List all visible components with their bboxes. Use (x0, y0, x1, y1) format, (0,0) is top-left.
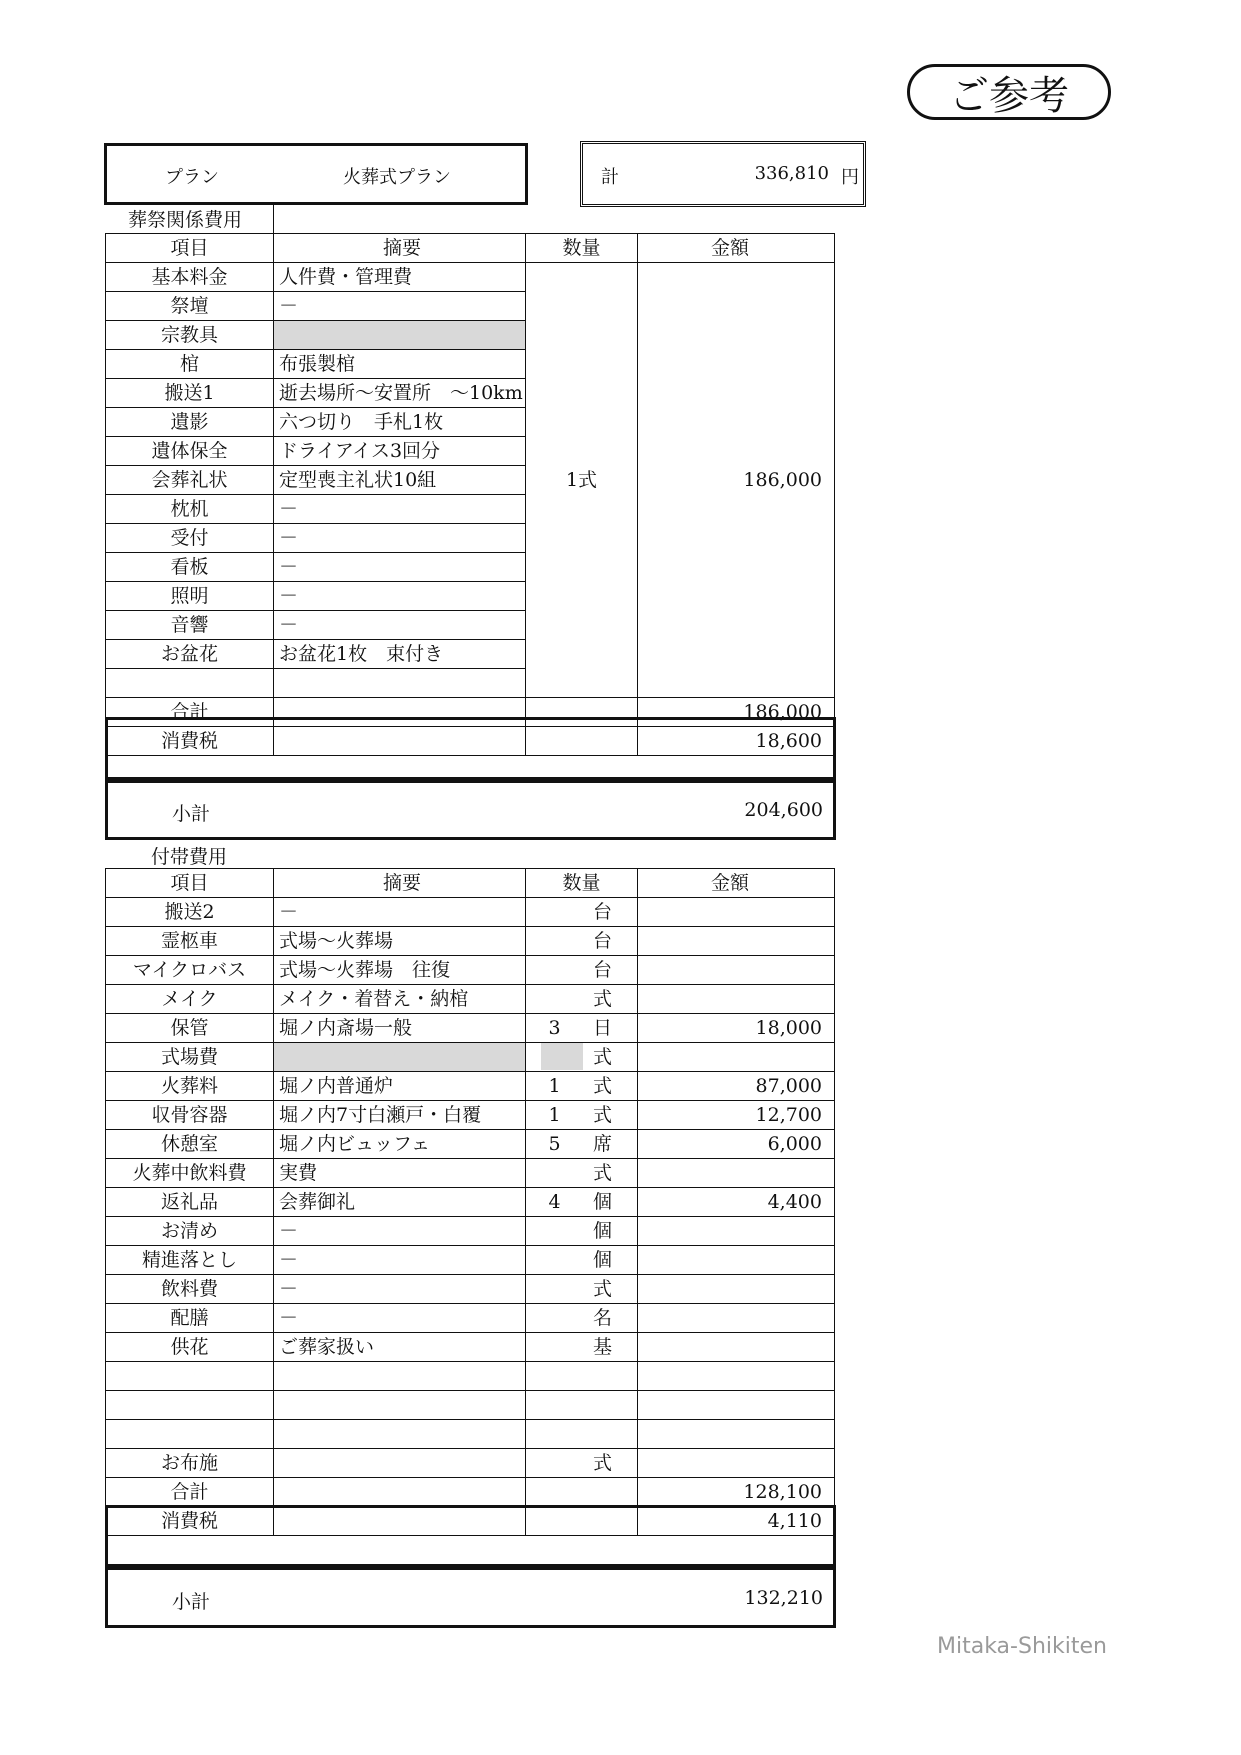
quantity-cell (526, 1304, 638, 1333)
section1-header-cell: 数量 (526, 234, 638, 263)
item-cell: 祭壇 (106, 292, 274, 321)
item-cell: 搬送1 (106, 379, 274, 408)
quantity-unit: 個 (592, 1249, 612, 1271)
grand-total-unit: 円 (841, 167, 859, 188)
section2-subtotal-box (105, 1567, 836, 1628)
amount-cell (638, 1217, 835, 1246)
description-cell: 会葬御礼 (274, 1188, 526, 1217)
section2-sum-row (106, 1478, 835, 1507)
description-cell: － (274, 1275, 526, 1304)
section2-title: 付帯費用 (151, 846, 228, 868)
quantity-unit: 名 (592, 1307, 612, 1329)
table-row (106, 263, 835, 292)
description-cell: － (274, 1304, 526, 1333)
item-cell: 精進落とし (106, 1246, 274, 1275)
quantity-unit: 式 (592, 1075, 612, 1097)
quantity-unit: 席 (592, 1133, 612, 1155)
quantity-cell (526, 1130, 638, 1159)
quantity-number: 4 (548, 1191, 561, 1213)
quantity-number (541, 1043, 583, 1070)
amount-cell (638, 927, 835, 956)
table-row (106, 1188, 835, 1217)
section2-subtotal-amount: 132,210 (744, 1587, 823, 1609)
quantity-number: 3 (548, 1017, 561, 1039)
sum-amount: 186,000 (638, 697, 835, 726)
amount-cell (638, 1246, 835, 1275)
quantity-cell (526, 1014, 638, 1043)
amount-cell (638, 985, 835, 1014)
section1-header-cell: 項目 (106, 234, 274, 263)
table-row (106, 1014, 835, 1043)
item-cell: 遺体保全 (106, 437, 274, 466)
table-row (106, 1275, 835, 1304)
table-row (106, 898, 835, 927)
quantity-cell (526, 1333, 638, 1362)
quantity-number: 1 (548, 1075, 561, 1097)
grand-total-box (580, 141, 866, 207)
table-row (106, 927, 835, 956)
section1-subtotal-amount: 204,600 (744, 799, 823, 821)
description-cell: お盆花1枚 束付き (274, 640, 526, 669)
item-cell: お盆花 (106, 640, 274, 669)
description-cell: 人件費・管理費 (274, 263, 526, 292)
amount-cell (638, 898, 835, 927)
description-cell: 堀ノ内普通炉 (274, 1072, 526, 1101)
description-cell: 式場～火葬場 (274, 927, 526, 956)
table-row (106, 1362, 835, 1391)
section1-header-cell: 金額 (638, 234, 835, 263)
section2-sum-frame (105, 1505, 836, 1567)
description-cell: 式場～火葬場 往復 (274, 956, 526, 985)
item-cell: お清め (106, 1217, 274, 1246)
description-cell: － (274, 1217, 526, 1246)
section2-header-cell: 摘要 (274, 869, 526, 898)
table-row (106, 1043, 835, 1072)
amount-cell: 12,700 (638, 1101, 835, 1130)
amount-cell: 4,400 (638, 1188, 835, 1217)
amount-cell (638, 1391, 835, 1420)
quantity-cell (526, 1159, 638, 1188)
description-cell: ドライアイス3回分 (274, 437, 526, 466)
item-cell: 基本料金 (106, 263, 274, 292)
quantity-cell: 1式 (526, 263, 638, 698)
table-row (106, 1333, 835, 1362)
description-cell: － (274, 1246, 526, 1275)
sum-label: 合計 (106, 697, 274, 726)
amount-cell: 186,000 (638, 263, 835, 698)
quantity-unit: 式 (592, 1278, 612, 1300)
item-cell: 収骨容器 (106, 1101, 274, 1130)
section1-sum-frame (105, 717, 836, 780)
tax-label: 消費税 (106, 726, 274, 755)
description-cell: 逝去場所～安置所 ～10km (274, 379, 526, 408)
table-row (106, 1159, 835, 1188)
item-cell: 搬送2 (106, 898, 274, 927)
quantity-number: 5 (548, 1133, 561, 1155)
description-cell (274, 669, 526, 698)
table-row (106, 1304, 835, 1333)
item-cell: お布施 (106, 1449, 274, 1478)
quantity-unit: 台 (592, 930, 612, 952)
quantity-cell (526, 1275, 638, 1304)
quantity-unit: 台 (592, 901, 612, 923)
amount-cell: 87,000 (638, 1072, 835, 1101)
plan-label: プラン (165, 167, 219, 188)
description-cell: 堀ノ内斎場一般 (274, 1014, 526, 1043)
sum-amount: 128,100 (638, 1478, 835, 1507)
description-cell: ご葬家扱い (274, 1333, 526, 1362)
table-row (106, 1101, 835, 1130)
amount-cell (638, 1362, 835, 1391)
amount-cell: 6,000 (638, 1130, 835, 1159)
section1-header-cell: 摘要 (274, 234, 526, 263)
tax-amount: 4,110 (638, 1507, 835, 1536)
table-row (106, 1246, 835, 1275)
description-cell: 六つ切り 手札1枚 (274, 408, 526, 437)
table-row (106, 1420, 835, 1449)
quantity-unit: 日 (592, 1017, 612, 1039)
quantity-unit: 基 (592, 1336, 612, 1358)
description-cell (274, 1362, 526, 1391)
amount-cell (638, 1043, 835, 1072)
section1-table (105, 233, 835, 756)
quantity-cell (526, 1391, 638, 1420)
item-cell (106, 669, 274, 698)
description-cell (274, 1420, 526, 1449)
description-cell: 堀ノ内7寸白瀬戸・白覆 (274, 1101, 526, 1130)
section2-subtotal-label: 小計 (172, 1591, 211, 1613)
table-row (106, 1449, 835, 1478)
quantity-unit: 式 (592, 1046, 612, 1068)
item-cell: 遺影 (106, 408, 274, 437)
section1-title-divider (273, 205, 274, 234)
amount-cell (638, 956, 835, 985)
sum-qty (526, 1478, 638, 1507)
description-cell (274, 1043, 526, 1072)
amount-cell (638, 1159, 835, 1188)
item-cell: 看板 (106, 553, 274, 582)
description-cell: 布張製棺 (274, 350, 526, 379)
item-cell: 音響 (106, 611, 274, 640)
quantity-cell (526, 1362, 638, 1391)
sum-desc (274, 1478, 526, 1507)
amount-cell (638, 1449, 835, 1478)
description-cell: 堀ノ内ビュッフェ (274, 1130, 526, 1159)
amount-cell (638, 1275, 835, 1304)
quantity-cell (526, 985, 638, 1014)
item-cell (106, 1362, 274, 1391)
item-cell: 配膳 (106, 1304, 274, 1333)
item-cell: 火葬料 (106, 1072, 274, 1101)
quantity-unit: 式 (592, 1104, 612, 1126)
description-cell (274, 1391, 526, 1420)
section1-title: 葬祭関係費用 (128, 209, 243, 231)
quantity-cell (526, 1072, 638, 1101)
quantity-unit: 式 (592, 1452, 612, 1474)
description-cell: － (274, 611, 526, 640)
description-cell: － (274, 495, 526, 524)
section2-header-cell: 金額 (638, 869, 835, 898)
table-row (106, 1391, 835, 1420)
section1-subtotal-box (105, 780, 836, 840)
quantity-cell (526, 1043, 638, 1072)
quantity-unit: 台 (592, 959, 612, 981)
amount-cell (638, 1420, 835, 1449)
item-cell: 会葬礼状 (106, 466, 274, 495)
item-cell: 休憩室 (106, 1130, 274, 1159)
tax-amount: 18,600 (638, 726, 835, 755)
item-cell: メイク (106, 985, 274, 1014)
description-cell (274, 321, 526, 350)
quantity-cell (526, 1217, 638, 1246)
quantity-number: 1 (548, 1104, 561, 1126)
quantity-cell (526, 1188, 638, 1217)
item-cell: 式場費 (106, 1043, 274, 1072)
item-cell: 火葬中飲料費 (106, 1159, 274, 1188)
item-cell: 飲料費 (106, 1275, 274, 1304)
quantity-cell (526, 1420, 638, 1449)
quantity-cell (526, 1449, 638, 1478)
item-cell (106, 1420, 274, 1449)
table-row (106, 1130, 835, 1159)
quantity-unit: 式 (592, 1162, 612, 1184)
section1-header-row (106, 234, 835, 263)
description-cell: － (274, 524, 526, 553)
section2-table (105, 868, 835, 1536)
description-cell: － (274, 292, 526, 321)
table-row (106, 956, 835, 985)
quantity-cell (526, 1101, 638, 1130)
grand-total-label: 計 (601, 167, 619, 188)
table-row (106, 985, 835, 1014)
sum-label: 合計 (106, 1478, 274, 1507)
item-cell (106, 1391, 274, 1420)
item-cell: 宗教具 (106, 321, 274, 350)
section2-header-row (106, 869, 835, 898)
item-cell: 枕机 (106, 495, 274, 524)
quantity-cell (526, 956, 638, 985)
quantity-unit: 個 (592, 1220, 612, 1242)
quantity-unit: 式 (592, 988, 612, 1010)
footer-brand: Mitaka-Shikiten (937, 1634, 1107, 1659)
description-cell: 定型喪主礼状10組 (274, 466, 526, 495)
reference-badge: ご参考 (907, 64, 1111, 120)
section1-subtotal-label: 小計 (172, 803, 211, 825)
quantity-unit: 個 (592, 1191, 612, 1213)
item-cell: 霊柩車 (106, 927, 274, 956)
description-cell: － (274, 898, 526, 927)
quantity-cell (526, 927, 638, 956)
quantity-cell (526, 898, 638, 927)
table-row (106, 1217, 835, 1246)
section2-header-cell: 数量 (526, 869, 638, 898)
amount-cell (638, 1333, 835, 1362)
amount-cell: 18,000 (638, 1014, 835, 1043)
section2-header-cell: 項目 (106, 869, 274, 898)
description-cell: 実費 (274, 1159, 526, 1188)
item-cell: 保管 (106, 1014, 274, 1043)
item-cell: 照明 (106, 582, 274, 611)
item-cell: マイクロバス (106, 956, 274, 985)
item-cell: 棺 (106, 350, 274, 379)
description-cell: メイク・着替え・納棺 (274, 985, 526, 1014)
quantity-cell (526, 1246, 638, 1275)
item-cell: 受付 (106, 524, 274, 553)
table-row (106, 1072, 835, 1101)
item-cell: 供花 (106, 1333, 274, 1362)
description-cell: － (274, 553, 526, 582)
description-cell (274, 1449, 526, 1478)
plan-name: 火葬式プラン (343, 167, 451, 188)
grand-total-amount: 336,810 (754, 163, 829, 184)
tax-label: 消費税 (106, 1507, 274, 1536)
plan-box (104, 143, 528, 205)
description-cell: － (274, 582, 526, 611)
amount-cell (638, 1304, 835, 1333)
item-cell: 返礼品 (106, 1188, 274, 1217)
